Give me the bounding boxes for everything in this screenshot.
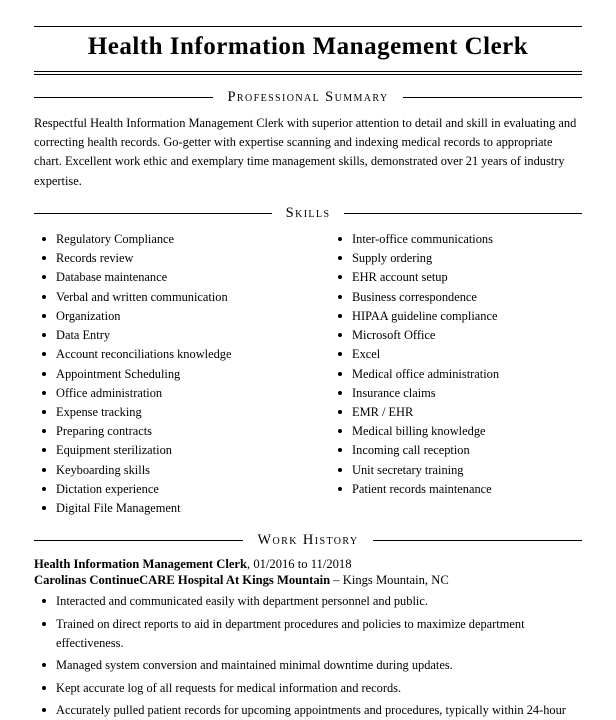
list-item: Unit secretary training	[330, 461, 582, 479]
list-item: Records review	[34, 249, 308, 267]
summary-text: Respectful Health Information Management Clerk with superior attention to detail and skill in evaluating and correcting health records. Go-getter with expertise scanning and indexing medical records to appropriate chart. Excellent work ethic and exemplary time management skills, demonstrated over 21 years of industry expertise.	[34, 116, 577, 188]
job-dates: , 01/2016 to 11/2018	[247, 557, 352, 572]
list-item: Business correspondence	[330, 288, 582, 306]
skills-columns	[34, 230, 582, 519]
list-item: Verbal and written communication	[34, 288, 308, 306]
list-item: Patient records maintenance	[330, 480, 582, 498]
heading-rule-left	[34, 540, 243, 541]
list-item: Managed system conversion and maintained minimal downtime during updates.	[34, 656, 582, 675]
section-label-skills: Skills	[285, 204, 331, 221]
skills-column-left	[34, 230, 308, 519]
job-company: Carolinas ContinueCARE Hospital At Kings Mountain	[34, 573, 331, 588]
heading-rule-left	[34, 97, 213, 98]
list-item: Insurance claims	[330, 384, 582, 402]
heading-rule-right	[344, 213, 582, 214]
work-history-entry	[34, 557, 582, 720]
skills-list-left	[34, 230, 308, 518]
list-item: Excel	[330, 345, 582, 363]
list-item: Kept accurate log of all requests for medical information and records.	[34, 679, 582, 698]
job-title-line	[34, 557, 582, 572]
list-item: Regulatory Compliance	[34, 230, 308, 248]
list-item: Account reconciliations knowledge	[34, 345, 308, 363]
header-top-rule	[34, 26, 582, 27]
section-label-work-history: Work History	[257, 532, 359, 549]
list-item: Incoming call reception	[330, 441, 582, 459]
list-item: Expense tracking	[34, 403, 308, 421]
job-company-line	[34, 573, 582, 588]
list-item: Dictation experience	[34, 480, 308, 498]
list-item: Office administration	[34, 384, 308, 402]
list-item: Inter-office communications	[330, 230, 582, 248]
list-item: Accurately pulled patient records for upcoming appointments and procedures, typically within 24-hour	[34, 701, 582, 720]
list-item: Medical billing knowledge	[330, 422, 582, 440]
skills-list-right	[330, 230, 582, 498]
list-item: Equipment sterilization	[34, 441, 308, 459]
job-title: Health Information Management Clerk	[34, 557, 248, 572]
section-heading-work-history	[34, 532, 582, 549]
list-item: Data Entry	[34, 326, 308, 344]
list-item: HIPAA guideline compliance	[330, 307, 582, 325]
list-item: Organization	[34, 307, 308, 325]
skills-column-right	[308, 230, 582, 519]
list-item: Medical office administration	[330, 365, 582, 383]
list-item: Supply ordering	[330, 249, 582, 267]
list-item: Keyboarding skills	[34, 461, 308, 479]
page-title: Health Information Management Clerk	[87, 33, 529, 60]
heading-rule-right	[403, 97, 582, 98]
section-label-summary: Professional Summary	[227, 89, 389, 105]
section-heading-skills	[34, 205, 582, 222]
list-item: Database maintenance	[34, 268, 308, 286]
list-item: Appointment Scheduling	[34, 365, 308, 383]
list-item: EHR account setup	[330, 268, 582, 286]
list-item: Trained on direct reports to aid in department procedures and policies to maximize department effectiveness.	[34, 615, 582, 652]
section-heading-professional-summary	[34, 89, 582, 106]
job-location: – Kings Mountain, NC	[330, 573, 449, 588]
list-item: Interacted and communicated easily with department personnel and public.	[34, 592, 582, 611]
heading-rule-left	[34, 213, 272, 214]
list-item: Digital File Management	[34, 499, 308, 517]
list-item: EMR / EHR	[330, 403, 582, 421]
header-bottom-rule	[34, 71, 582, 75]
list-item: Preparing contracts	[34, 422, 308, 440]
job-duties-list	[34, 592, 582, 720]
heading-rule-right	[373, 540, 582, 541]
list-item: Microsoft Office	[330, 326, 582, 344]
